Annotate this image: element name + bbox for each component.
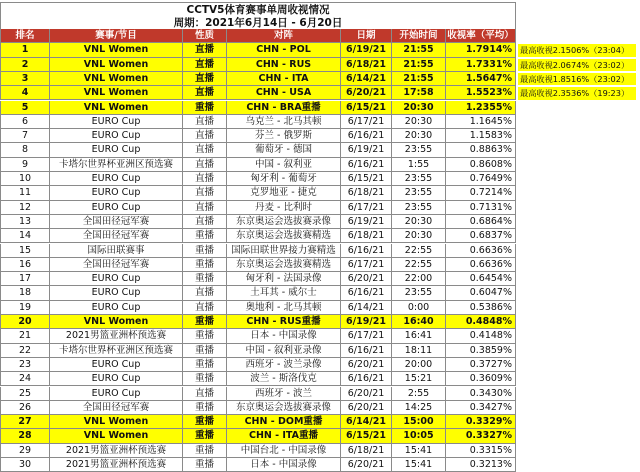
time-cell: 22:55 (392, 258, 446, 272)
rating-cell: 0.6636% (446, 258, 516, 272)
date-cell: 6/20/21 (341, 272, 392, 286)
date-cell: 6/18/21 (341, 186, 392, 200)
date-cell: 6/16/21 (341, 372, 392, 386)
table-row (0, 358, 640, 372)
type-cell: 直播 (183, 43, 227, 57)
table-row (0, 158, 640, 172)
rank-cell: 6 (0, 115, 50, 129)
event-cell: EURO Cup (50, 301, 183, 315)
table-row (0, 372, 640, 386)
date-cell: 6/15/21 (341, 101, 392, 115)
event-cell: 2021男篮亚洲杯预选赛 (50, 458, 183, 472)
date-cell: 6/16/21 (341, 286, 392, 300)
match-cell: CHN - RUS (227, 58, 341, 72)
type-cell: 直播 (183, 158, 227, 172)
date-cell: 6/14/21 (341, 415, 392, 429)
event-cell: EURO Cup (50, 129, 183, 143)
table-row (0, 429, 640, 443)
match-cell: 中国 - 叙利亚录像 (227, 344, 341, 358)
date-cell: 6/18/21 (341, 444, 392, 458)
header-type: 性质 (183, 29, 227, 43)
time-cell: 20:30 (392, 115, 446, 129)
date-cell: 6/16/21 (341, 129, 392, 143)
rating-cell: 0.3315% (446, 444, 516, 458)
date-cell: 6/16/21 (341, 344, 392, 358)
rank-cell: 19 (0, 301, 50, 315)
time-cell: 22:00 (392, 272, 446, 286)
rating-cell: 0.6047% (446, 286, 516, 300)
type-cell: 直播 (183, 215, 227, 229)
time-cell: 16:41 (392, 329, 446, 343)
type-cell: 直播 (183, 143, 227, 157)
table-row (0, 43, 640, 57)
rank-cell: 7 (0, 129, 50, 143)
table-row (0, 72, 640, 86)
table-row (0, 344, 640, 358)
table-row (0, 244, 640, 258)
rank-cell: 29 (0, 444, 50, 458)
match-cell: CHN - USA (227, 86, 341, 100)
date-cell: 6/15/21 (341, 429, 392, 443)
time-cell: 20:30 (392, 101, 446, 115)
rank-cell: 11 (0, 186, 50, 200)
event-cell: EURO Cup (50, 201, 183, 215)
match-cell: 葡萄牙 - 德国 (227, 143, 341, 157)
event-cell: VNL Women (50, 43, 183, 57)
date-cell: 6/17/21 (341, 258, 392, 272)
match-cell: CHN - RUS重播 (227, 315, 341, 329)
date-cell: 6/20/21 (341, 387, 392, 401)
rating-cell: 0.6454% (446, 272, 516, 286)
match-cell: 中国台北 - 中国录像 (227, 444, 341, 458)
rating-cell: 0.7131% (446, 201, 516, 215)
type-cell: 重播 (183, 415, 227, 429)
rating-cell: 0.3213% (446, 458, 516, 472)
event-cell: EURO Cup (50, 387, 183, 401)
event-cell: VNL Women (50, 429, 183, 443)
date-cell: 6/15/21 (341, 172, 392, 186)
date-cell: 6/17/21 (341, 201, 392, 215)
match-cell: 东京奥运会选拔赛录像 (227, 215, 341, 229)
rating-cell: 1.1645% (446, 115, 516, 129)
rank-cell: 2 (0, 58, 50, 72)
rank-cell: 12 (0, 201, 50, 215)
table-row (0, 286, 640, 300)
rating-cell: 0.6636% (446, 244, 516, 258)
rank-cell: 23 (0, 358, 50, 372)
rating-cell: 0.8863% (446, 143, 516, 157)
type-cell: 重播 (183, 344, 227, 358)
event-cell: EURO Cup (50, 358, 183, 372)
header-rank: 排名 (0, 29, 50, 43)
event-cell: 2021男篮亚洲杯预选赛 (50, 444, 183, 458)
table-row (0, 401, 640, 415)
rank-cell: 18 (0, 286, 50, 300)
match-cell: 东京奥运会选拔赛录像 (227, 401, 341, 415)
rating-cell: 0.3329% (446, 415, 516, 429)
table-row (0, 272, 640, 286)
rating-cell: 0.6837% (446, 229, 516, 243)
rank-cell: 13 (0, 215, 50, 229)
time-cell: 1:55 (392, 158, 446, 172)
header-match: 对阵 (227, 29, 341, 43)
table-row (0, 186, 640, 200)
time-cell: 21:55 (392, 58, 446, 72)
sheet-title: CCTV5体育赛事单周收视情况 (0, 2, 516, 16)
rank-cell: 17 (0, 272, 50, 286)
rank-cell: 20 (0, 315, 50, 329)
type-cell: 重播 (183, 244, 227, 258)
match-cell: 丹麦 - 比利时 (227, 201, 341, 215)
table-row (0, 315, 640, 329)
rating-cell: 0.4148% (446, 329, 516, 343)
type-cell: 直播 (183, 86, 227, 100)
time-cell: 23:55 (392, 201, 446, 215)
rank-cell: 26 (0, 401, 50, 415)
rank-cell: 9 (0, 158, 50, 172)
rating-cell: 0.4848% (446, 315, 516, 329)
rating-cell: 1.7331% (446, 58, 516, 72)
type-cell: 直播 (183, 58, 227, 72)
rating-cell: 0.3427% (446, 401, 516, 415)
sheet-period: 周期：2021年6月14日 - 6月20日 (0, 16, 516, 30)
time-cell: 14:25 (392, 401, 446, 415)
time-cell: 23:55 (392, 143, 446, 157)
match-cell: 西班牙 - 波兰 (227, 387, 341, 401)
time-cell: 0:00 (392, 301, 446, 315)
table-row (0, 229, 640, 243)
date-cell: 6/16/21 (341, 158, 392, 172)
match-cell: 波兰 - 斯洛伐克 (227, 372, 341, 386)
table-row (0, 301, 640, 315)
rating-cell: 0.3609% (446, 372, 516, 386)
rank-cell: 1 (0, 43, 50, 57)
event-cell: VNL Women (50, 101, 183, 115)
match-cell: 西班牙 - 波兰录像 (227, 358, 341, 372)
time-cell: 23:55 (392, 186, 446, 200)
table-row (0, 215, 640, 229)
rating-cell: 0.3727% (446, 358, 516, 372)
rating-cell: 0.3859% (446, 344, 516, 358)
event-cell: EURO Cup (50, 143, 183, 157)
rating-cell: 0.5386% (446, 301, 516, 315)
match-cell: 土耳其 - 威尔士 (227, 286, 341, 300)
time-cell: 17:58 (392, 86, 446, 100)
header-time: 开始时间 (392, 29, 446, 43)
date-cell: 6/20/21 (341, 458, 392, 472)
rank-cell: 30 (0, 458, 50, 472)
time-cell: 15:41 (392, 444, 446, 458)
event-cell: EURO Cup (50, 115, 183, 129)
event-cell: 全国田径冠军赛 (50, 258, 183, 272)
rating-cell: 1.5647% (446, 72, 516, 86)
type-cell: 重播 (183, 315, 227, 329)
table-row (0, 143, 640, 157)
event-cell: EURO Cup (50, 272, 183, 286)
rank-cell: 24 (0, 372, 50, 386)
event-cell: EURO Cup (50, 372, 183, 386)
time-cell: 15:41 (392, 458, 446, 472)
date-cell: 6/19/21 (341, 215, 392, 229)
type-cell: 重播 (183, 458, 227, 472)
event-cell: 全国田径冠军赛 (50, 401, 183, 415)
date-cell: 6/17/21 (341, 329, 392, 343)
table-row (0, 458, 640, 472)
time-cell: 16:40 (392, 315, 446, 329)
header-rating: 收视率（平均） (446, 29, 516, 43)
match-cell: 中国 - 叙利亚 (227, 158, 341, 172)
rank-cell: 5 (0, 101, 50, 115)
peak-rating-note: 最高收视2.1506%（23:04） (518, 44, 636, 57)
rank-cell: 27 (0, 415, 50, 429)
time-cell: 20:30 (392, 129, 446, 143)
match-cell: 芬兰 - 俄罗斯 (227, 129, 341, 143)
time-cell: 15:21 (392, 372, 446, 386)
type-cell: 重播 (183, 272, 227, 286)
table-row (0, 329, 640, 343)
type-cell: 重播 (183, 329, 227, 343)
match-cell: 日本 - 中国录像 (227, 458, 341, 472)
type-cell: 直播 (183, 129, 227, 143)
type-cell: 直播 (183, 115, 227, 129)
event-cell: 卡塔尔世界杯亚洲区预选赛 (50, 344, 183, 358)
type-cell: 重播 (183, 401, 227, 415)
date-cell: 6/19/21 (341, 143, 392, 157)
rank-cell: 10 (0, 172, 50, 186)
table-row (0, 86, 640, 100)
type-cell: 重播 (183, 429, 227, 443)
match-cell: CHN - ITA重播 (227, 429, 341, 443)
date-cell: 6/20/21 (341, 401, 392, 415)
date-cell: 6/14/21 (341, 301, 392, 315)
rank-cell: 15 (0, 244, 50, 258)
match-cell: 匈牙利 - 葡萄牙 (227, 172, 341, 186)
type-cell: 直播 (183, 72, 227, 86)
rating-cell: 0.3430% (446, 387, 516, 401)
time-cell: 21:55 (392, 43, 446, 57)
rating-cell: 0.3327% (446, 429, 516, 443)
table-row (0, 101, 640, 115)
table-row (0, 129, 640, 143)
event-cell: VNL Women (50, 58, 183, 72)
event-cell: EURO Cup (50, 286, 183, 300)
header-event: 赛事/节目 (50, 29, 183, 43)
time-cell: 10:05 (392, 429, 446, 443)
table-row (0, 58, 640, 72)
time-cell: 21:55 (392, 72, 446, 86)
match-cell: CHN - BRA重播 (227, 101, 341, 115)
time-cell: 2:55 (392, 387, 446, 401)
match-cell: CHN - POL (227, 43, 341, 57)
type-cell: 直播 (183, 201, 227, 215)
match-cell: 乌克兰 - 北马其顿 (227, 115, 341, 129)
rating-cell: 1.1583% (446, 129, 516, 143)
rating-cell: 1.7914% (446, 43, 516, 57)
event-cell: VNL Women (50, 72, 183, 86)
rank-cell: 16 (0, 258, 50, 272)
rating-cell: 0.8608% (446, 158, 516, 172)
rank-cell: 28 (0, 429, 50, 443)
table-row (0, 415, 640, 429)
type-cell: 重播 (183, 229, 227, 243)
rank-cell: 21 (0, 329, 50, 343)
type-cell: 直播 (183, 286, 227, 300)
rating-cell: 0.7214% (446, 186, 516, 200)
rank-cell: 3 (0, 72, 50, 86)
peak-rating-note: 最高收视1.8516%（23:02） (518, 73, 636, 86)
rank-cell: 8 (0, 143, 50, 157)
table-row (0, 258, 640, 272)
rating-cell: 0.7649% (446, 172, 516, 186)
rank-cell: 22 (0, 344, 50, 358)
date-cell: 6/19/21 (341, 315, 392, 329)
type-cell: 重播 (183, 444, 227, 458)
table-row (0, 115, 640, 129)
date-cell: 6/20/21 (341, 358, 392, 372)
type-cell: 直播 (183, 387, 227, 401)
time-cell: 20:30 (392, 215, 446, 229)
type-cell: 重播 (183, 372, 227, 386)
time-cell: 20:30 (392, 229, 446, 243)
date-cell: 6/18/21 (341, 229, 392, 243)
event-cell: 2021男篮亚洲杯预选赛 (50, 329, 183, 343)
event-cell: 国际田联赛事 (50, 244, 183, 258)
rating-cell: 0.6864% (446, 215, 516, 229)
event-cell: VNL Women (50, 315, 183, 329)
date-cell: 6/18/21 (341, 58, 392, 72)
table-row (0, 172, 640, 186)
table-row (0, 444, 640, 458)
match-cell: 匈牙利 - 法国录像 (227, 272, 341, 286)
time-cell: 23:55 (392, 172, 446, 186)
event-cell: EURO Cup (50, 172, 183, 186)
rank-cell: 4 (0, 86, 50, 100)
type-cell: 重播 (183, 258, 227, 272)
match-cell: CHN - ITA (227, 72, 341, 86)
rating-cell: 1.5523% (446, 86, 516, 100)
event-cell: VNL Women (50, 86, 183, 100)
rating-cell: 1.2355% (446, 101, 516, 115)
type-cell: 重播 (183, 358, 227, 372)
rank-cell: 14 (0, 229, 50, 243)
rank-cell: 25 (0, 387, 50, 401)
event-cell: EURO Cup (50, 186, 183, 200)
date-cell: 6/20/21 (341, 86, 392, 100)
peak-rating-note: 最高收视2.0674%（23:02） (518, 59, 636, 72)
peak-rating-note: 最高收视2.3536%（19:23） (518, 87, 636, 100)
time-cell: 20:00 (392, 358, 446, 372)
type-cell: 重播 (183, 101, 227, 115)
type-cell: 直播 (183, 172, 227, 186)
time-cell: 22:55 (392, 244, 446, 258)
match-cell: 奥地利 - 北马其顿 (227, 301, 341, 315)
table-row (0, 201, 640, 215)
event-cell: 全国田径冠军赛 (50, 215, 183, 229)
date-cell: 6/19/21 (341, 43, 392, 57)
time-cell: 15:00 (392, 415, 446, 429)
type-cell: 直播 (183, 186, 227, 200)
header-date: 日期 (341, 29, 392, 43)
event-cell: VNL Women (50, 415, 183, 429)
table-row (0, 387, 640, 401)
time-cell: 18:11 (392, 344, 446, 358)
match-cell: 克罗地亚 - 捷克 (227, 186, 341, 200)
event-cell: 全国田径冠军赛 (50, 229, 183, 243)
time-cell: 23:55 (392, 286, 446, 300)
match-cell: 国际田联世界接力赛精选 (227, 244, 341, 258)
date-cell: 6/17/21 (341, 115, 392, 129)
event-cell: 卡塔尔世界杯亚洲区预选赛 (50, 158, 183, 172)
type-cell: 直播 (183, 301, 227, 315)
match-cell: 东京奥运会选拔赛精选 (227, 229, 341, 243)
table-header (0, 29, 640, 43)
match-cell: 日本 - 中国录像 (227, 329, 341, 343)
date-cell: 6/16/21 (341, 244, 392, 258)
date-cell: 6/14/21 (341, 72, 392, 86)
match-cell: 东京奥运会选拔赛精选 (227, 258, 341, 272)
match-cell: CHN - DOM重播 (227, 415, 341, 429)
